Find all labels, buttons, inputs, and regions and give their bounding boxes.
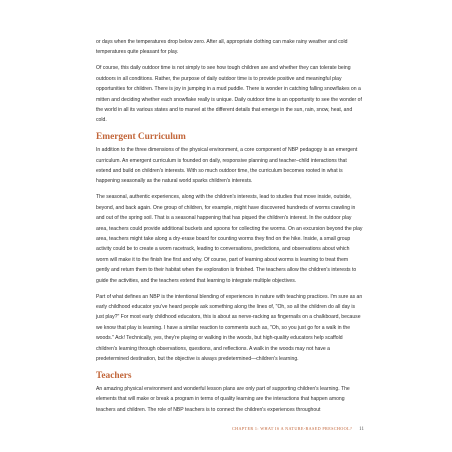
paragraph-clothing: or days when the temperatures drop below zero. After all, appropriate clothing can make rainy weather and cold temperatures quite pleasant for play. bbox=[96, 39, 348, 56]
paragraph-worms-example: The seasonal, authentic experiences, along with the children's interests, lead to studies that move inside, outside, beyond, and back again. One group of children, for example, might have discovered hundreds of worms crawling in and out of the spring soil. That is a seasonal happening that has piqued the children's interest. In the outdoor play area, teachers could provide additional buckets and spoons for collecting the worms. On an excursion beyond the play area, teachers might take along a dry-erase board for counting worms they find on the hike. Inside, a small group activity could be to create a worm racetrack, leading to conversations, predictions, and observations about which worm will make it to the finish line first and why. Of course, part of learning about worms is learning to treat them gently and return them to their habitat when the exploration is finished. The teachers allow the children's interests to guide the activities, and the teachers extend that learning to integrate multiple objectives. bbox=[96, 194, 363, 284]
section-heading-teachers: Teachers bbox=[96, 370, 132, 381]
page-footer bbox=[232, 426, 364, 432]
running-head: CHAPTER 1: WHAT IS A NATURE-BASED PRESCHOOL? bbox=[231, 426, 353, 431]
page-number: 11 bbox=[359, 427, 364, 432]
paragraph-emergent-curriculum: In addition to the three dimensions of the physical environment, a core component of NBP pedagogy is an emergent curriculum. An emergent curriculum is founded on daily, responsive planning and teacher–child interactions that extend and build on children's interests. With so much outdoor time, the curriculum becomes rooted in what is happening seasonally as the natural world sparks children's interests. bbox=[96, 147, 358, 185]
section-heading-emergent-curriculum: Emergent Curriculum bbox=[96, 132, 186, 143]
paragraph-outdoor-time: Of course, this daily outdoor time is not simply to see how tough children are and whether they can tolerate being outdoors in all conditions. Rather, the purpose of daily outdoor time is to provide positive and meaningful play opportunities for children. There is joy in jumping in a mud puddle. There is wonder in catching falling snowflakes on a mitten and deciding whether each snowflake really is unique. Daily outdoor time is an opportunity to see the wonder of the world in all its various states and to marvel at the different details that emerge in the sun, rain, snow, heat, and cold. bbox=[96, 65, 362, 124]
paragraph-teachers: An amazing physical environment and wonderful lesson plans are only part of supporting children's learning. The elements that will make or break a program in terms of quality learning are the interactions that happen among teachers and children. The role of NBP teachers is to connect the children's experiences throughout bbox=[96, 385, 350, 413]
paragraph-nbp-blending: Part of what defines an NBP is the intentional blending of experiences in nature with teaching practices. I'm sure as an early childhood educator you've heard people ask something along the lines of, "Oh, so all the children do all day is just play?" For most early childhood educators, this is about as nerve-racking as fingernails on a chalkboard, because we know that play is learning. I have a similar reaction to comments such as, "Oh, so you just go for a walk in the woods." Ack! Technically, yes, they're playing or walking in the woods, but high-quality educators help scaffold children's learning through observations, questions, and reflections. A walk in the woods may not have a predetermined destination, but the objective is always predetermined—children's learning. bbox=[96, 293, 363, 362]
page-body bbox=[96, 37, 363, 421]
